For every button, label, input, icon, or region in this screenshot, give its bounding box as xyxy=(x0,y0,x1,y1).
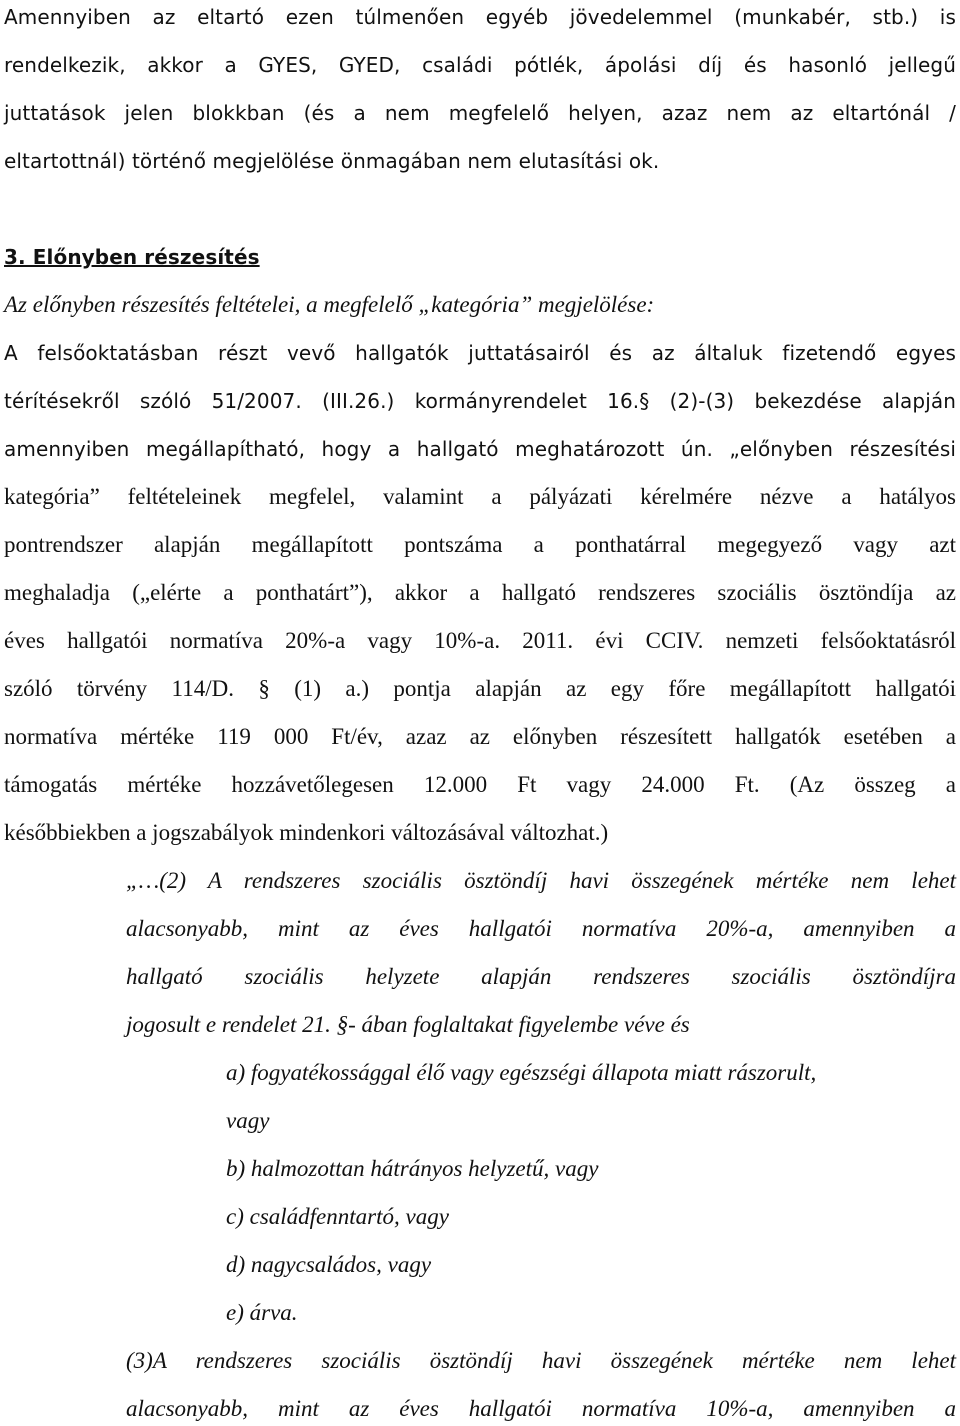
section-3-line: A felsőoktatásban részt vevő hallgatók juttatásairól és az általuk fizetendő egyes xyxy=(4,341,956,365)
paragraph-1-line: rendelkezik, akkor a GYES, GYED, családi pótlék, ápolási díj és hasonló jellegű xyxy=(4,53,956,77)
paragraph-1-line: eltartottnál) történő megjelölése önmagában nem elutasítási ok. xyxy=(4,149,660,173)
section-3-line: normatíva mértéke 119 000 Ft/év, azaz az előnyben részesített hallgatók esetében a xyxy=(4,724,956,749)
quote-2-list-item: a) fogyatékossággal élő vagy egészségi állapota miatt rászorult, xyxy=(226,1060,817,1085)
quote-2-list-item: b) halmozottan hátrányos helyzetű, vagy xyxy=(226,1156,599,1181)
quote-3-line: (3)A rendszeres szociális ösztöndíj havi összegének mértéke nem lehet xyxy=(126,1348,956,1373)
quote-2-line: „…(2) A rendszeres szociális ösztöndíj havi összegének mértéke nem lehet xyxy=(126,868,956,893)
paragraph-1-line: Amennyiben az eltartó ezen túlmenően egyéb jövedelemmel (munkabér, stb.) is xyxy=(4,5,956,29)
section-subheading: Az előnyben részesítés feltételei, a megfelelő „kategória” megjelölése: xyxy=(4,292,655,317)
quote-3-line: alacsonyabb, mint az éves hallgatói normatíva 10%-a, amennyiben a xyxy=(126,1396,956,1421)
paragraph-1-line: juttatások jelen blokkban (és a nem megfelelő helyen, azaz nem az eltartónál / xyxy=(4,101,956,125)
section-3-line: térítésekről szóló 51/2007. (III.26.) kormányrendelet 16.§ (2)-(3) bekezdése alapján xyxy=(4,389,956,413)
section-3-line: amennyiben megállapítható, hogy a hallgató meghatározott ún. „előnyben részesítési xyxy=(4,437,956,461)
section-3-line: szóló törvény 114/D. § (1) a.) pontja alapján az egy főre megállapított hallgatói xyxy=(4,676,956,701)
section-3-line: későbbiekben a jogszabályok mindenkori változásával változhat.) xyxy=(4,820,609,845)
section-3-line: meghaladja („elérte a ponthatárt”), akkor a hallgató rendszeres szociális ösztöndíja az xyxy=(4,580,956,605)
section-heading: 3. Előnyben részesítés xyxy=(4,245,260,269)
section-3-line: éves hallgatói normatíva 20%-a vagy 10%-a. 2011. évi CCIV. nemzeti felsőoktatásról xyxy=(4,628,956,653)
quote-2-list-item: vagy xyxy=(226,1108,270,1133)
section-3-line: kategória” feltételeinek megfelel, valamint a pályázati kérelmére nézve a hatályos xyxy=(4,484,956,509)
section-3-line: pontrendszer alapján megállapított pontszáma a ponthatárral megegyező vagy azt xyxy=(4,532,956,557)
quote-2-line: alacsonyabb, mint az éves hallgatói normatíva 20%-a, amennyiben a xyxy=(126,916,956,941)
quote-2-list-item: c) családfenntartó, vagy xyxy=(226,1204,449,1229)
quote-2-list-item: e) árva. xyxy=(226,1300,298,1325)
quote-2-list-item: d) nagycsaládos, vagy xyxy=(226,1252,432,1277)
quote-2-line: jogosult e rendelet 21. §- ában foglaltakat figyelembe véve és xyxy=(126,1012,690,1037)
quote-2-line: hallgató szociális helyzete alapján rendszeres szociális ösztöndíjra xyxy=(126,964,956,989)
section-3-line: támogatás mértéke hozzávetőlegesen 12.000 Ft vagy 24.000 Ft. (Az összeg a xyxy=(4,772,956,797)
